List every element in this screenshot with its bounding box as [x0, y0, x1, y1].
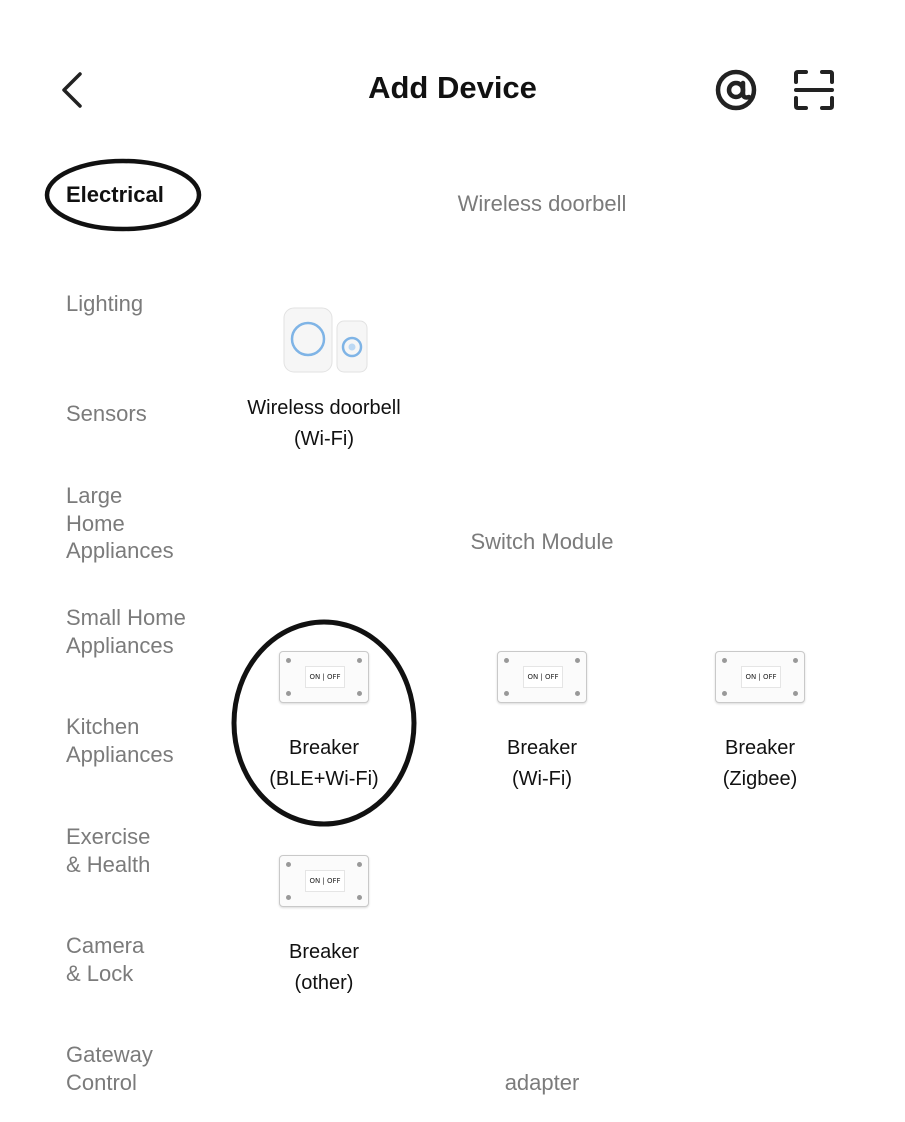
category-small-home-appliances[interactable]: [66, 604, 226, 659]
category-electrical[interactable]: [66, 181, 226, 209]
category-label: Camera & Lock: [66, 933, 145, 986]
category-lighting[interactable]: [66, 290, 226, 318]
device-wireless-doorbell-wifi[interactable]: [224, 305, 424, 455]
page-title: Add Device: [368, 70, 537, 105]
section-title-wireless-doorbell: Wireless doorbell: [457, 191, 627, 216]
category-label: Sensors: [66, 401, 147, 426]
category-large-home-appliances[interactable]: [66, 482, 226, 565]
category-exercise-health[interactable]: [66, 823, 226, 878]
device-breaker-other[interactable]: [224, 855, 424, 999]
section-title-switch-module: Switch Module: [470, 529, 614, 554]
contact-button[interactable]: [712, 66, 760, 114]
top-bar: [0, 0, 905, 150]
category-label: Large Home Appliances: [66, 483, 174, 563]
breaker-icon: [279, 651, 369, 703]
category-label: Electrical: [66, 182, 164, 207]
scan-button[interactable]: [790, 66, 838, 114]
breaker-icon: [715, 651, 805, 703]
device-breaker-ble-wifi[interactable]: [224, 651, 424, 795]
breaker-icon: [279, 855, 369, 907]
device-name: Breaker (BLE+Wi-Fi): [269, 737, 379, 790]
device-name: Breaker (Zigbee): [722, 737, 798, 790]
category-label: Lighting: [66, 291, 144, 316]
device-name: Breaker (other): [288, 941, 360, 994]
breaker-icon: [497, 651, 587, 703]
category-camera-lock[interactable]: [66, 932, 226, 987]
category-kitchen-appliances[interactable]: [66, 713, 226, 768]
device-breaker-wifi[interactable]: [442, 651, 642, 795]
breaker-switch-label: ON | OFF: [305, 666, 345, 688]
doorbell-icon: [274, 305, 374, 375]
category-label: Gateway Control: [66, 1042, 153, 1095]
breaker-switch-label: ON | OFF: [523, 666, 563, 688]
scan-icon: [790, 66, 838, 114]
breaker-switch-label: ON | OFF: [305, 870, 345, 892]
breaker-switch-label: ON | OFF: [741, 666, 781, 688]
device-breaker-zigbee[interactable]: [660, 651, 860, 795]
device-name: Breaker (Wi-Fi): [506, 737, 578, 790]
category-label: Kitchen Appliances: [66, 714, 174, 767]
device-name: Wireless doorbell (Wi-Fi): [247, 397, 401, 450]
category-label: Exercise & Health: [66, 824, 151, 877]
at-sign-icon: [712, 66, 760, 114]
section-title-adapter: adapter: [504, 1070, 580, 1095]
category-sensors[interactable]: [66, 400, 226, 428]
category-gateway-control[interactable]: [66, 1041, 226, 1096]
category-label: Small Home Appliances: [66, 605, 186, 658]
